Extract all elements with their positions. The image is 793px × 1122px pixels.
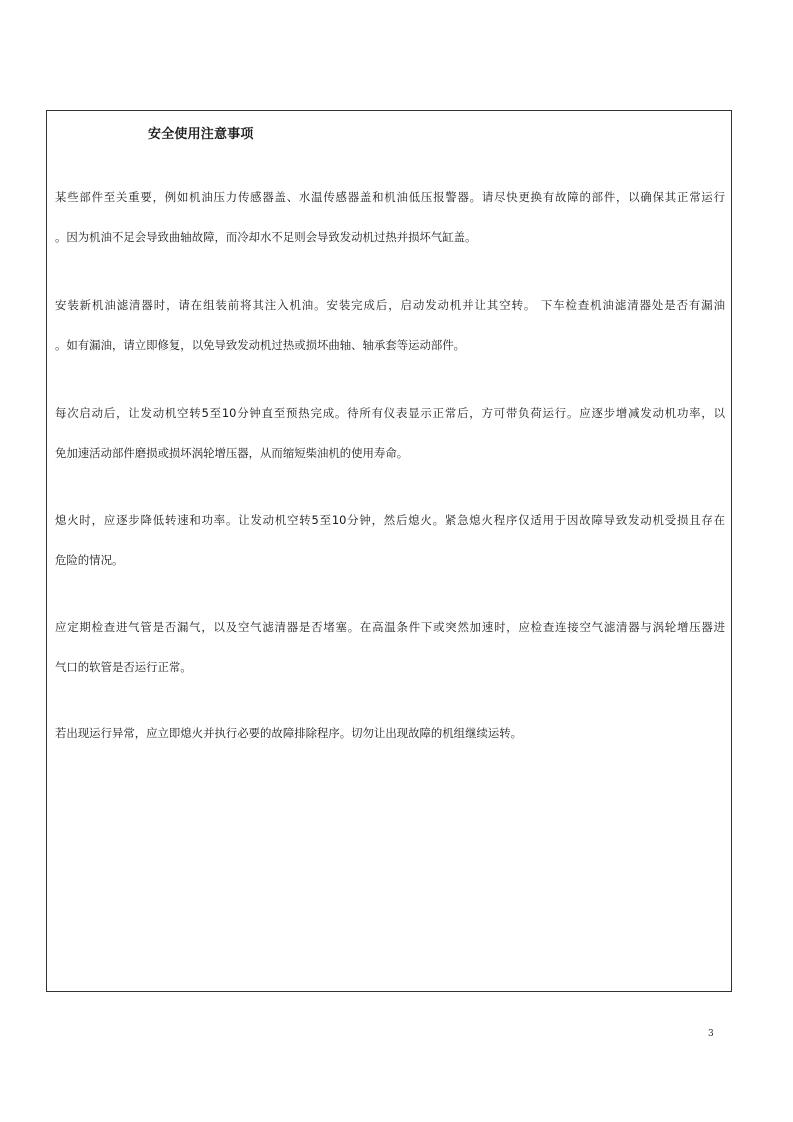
- paragraph-line: 气口的软管是否运行正常。: [55, 660, 192, 674]
- page-number: 3: [708, 1029, 714, 1039]
- paragraph-line: 熄火时，应逐步降低转速和功率。让发动机空转5至10分钟，然后熄火。紧急熄火程序仅适用于因故障导致发动机受损且存在: [55, 513, 725, 527]
- paragraph-warm-up: [55, 393, 725, 473]
- paragraph-line: 某些部件至关重要，例如机油压力传感器盖、水温传感器盖和机油低压报警器。请尽快更换有故障的部件，以确保其正常运行: [55, 190, 725, 204]
- paragraph-oil-filter: [55, 285, 725, 365]
- paragraph-line: 若出现运行异常，应立即熄火并执行必要的故障排除程序。切勿让出现故障的机组继续运转。: [55, 726, 523, 740]
- paragraph-abnormal-operation: [55, 713, 725, 753]
- paragraph-line: 每次启动后，让发动机空转5至10分钟直至预热完成。待所有仪表显示正常后，方可带负荷运行。应逐步增减发动机功率，以: [55, 406, 725, 420]
- paragraph-shutdown: [55, 500, 725, 580]
- paragraph-maintenance-parts: [55, 177, 725, 257]
- paragraph-line: 安装新机油滤清器时，请在组装前将其注入机油。安装完成后，启动发动机并让其空转。 下车检查机油滤清器处是否有漏油: [55, 298, 725, 312]
- paragraph-line: 。因为机油不足会导致曲轴故障，而冷却水不足则会导致发动机过热并损坏气缸盖。: [55, 230, 477, 244]
- paragraph-air-intake: [55, 607, 725, 687]
- paragraph-line: 免加速活动部件磨损或损坏涡轮增压器，从而缩短柴油机的使用寿命。: [55, 446, 409, 460]
- paragraph-line: 。如有漏油，请立即修复，以免导致发动机过热或损坏曲轴、轴承套等运动部件。: [55, 338, 466, 352]
- section-title: 安全使用注意事项: [148, 127, 254, 142]
- paragraph-line: 危险的情况。: [55, 553, 124, 567]
- paragraph-line: 应定期检查进气管是否漏气，以及空气滤清器是否堵塞。在高温条件下或突然加速时，应检查连接空气滤清器与涡轮增压器进: [55, 620, 725, 634]
- content-frame: [46, 110, 732, 992]
